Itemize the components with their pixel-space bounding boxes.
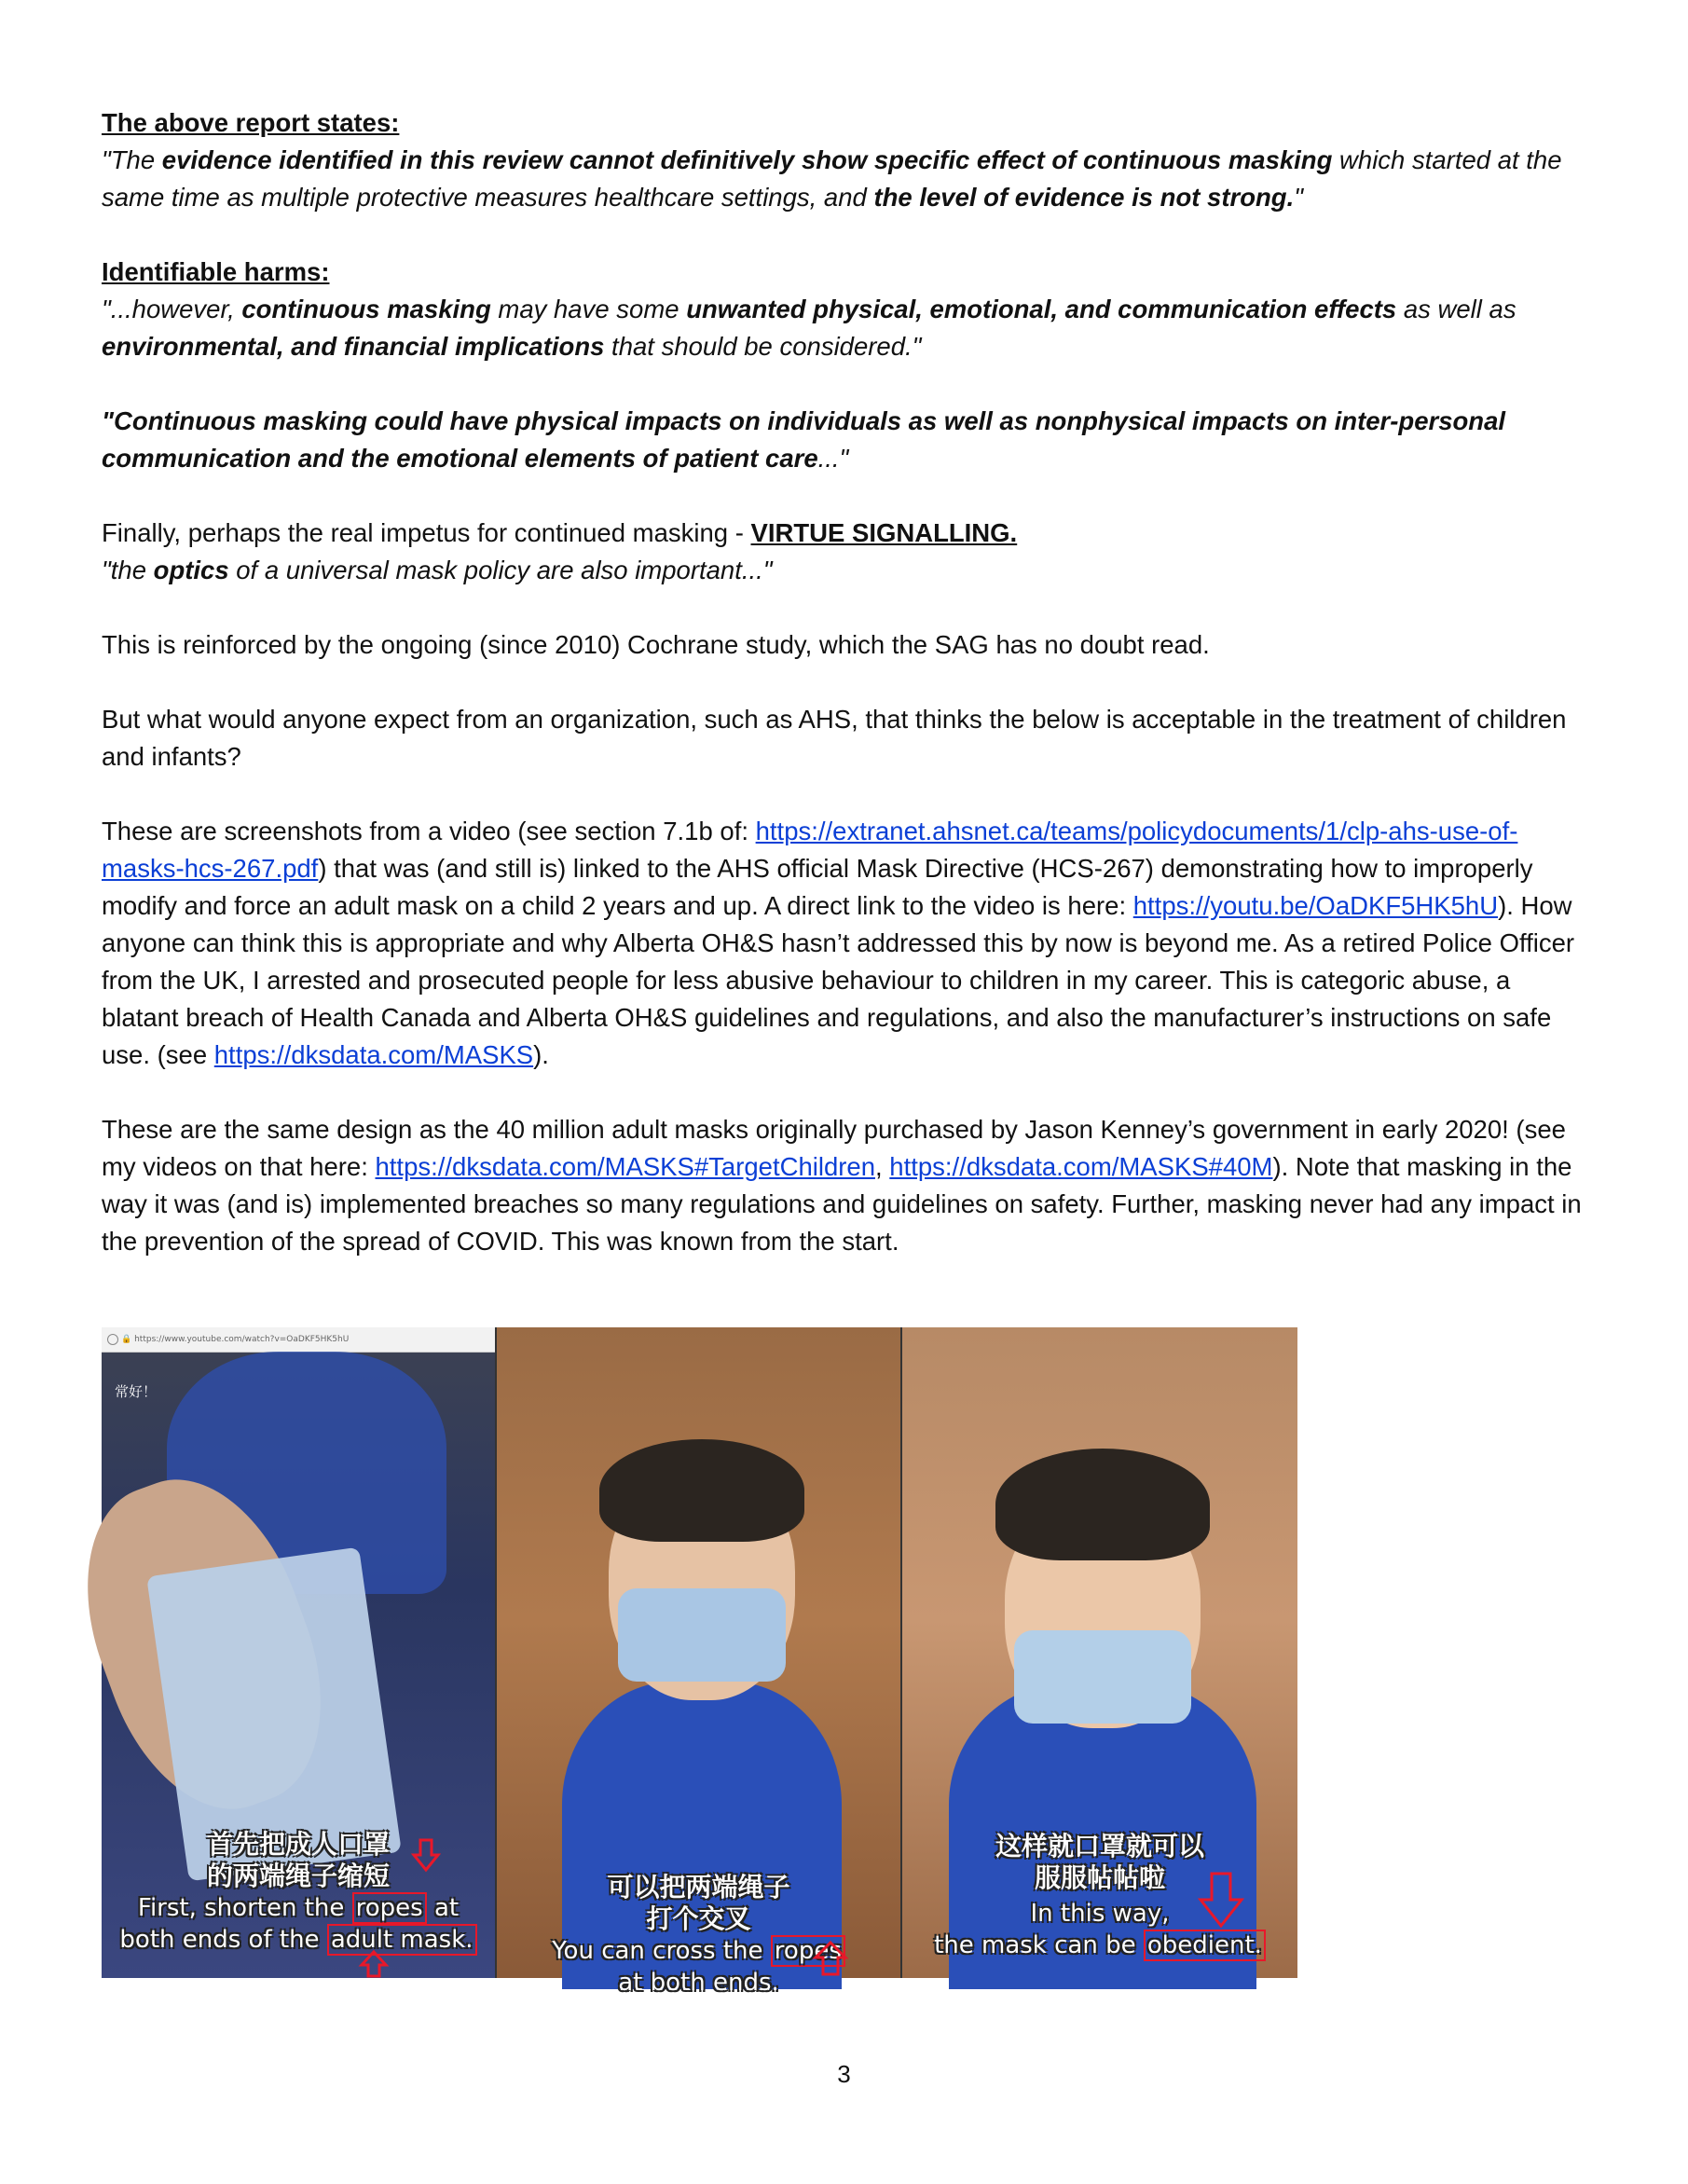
caption-3: 这样就口罩就可以 服服帖帖啦 In this way, the mask can be obedient.: [902, 1831, 1297, 1961]
url-text: https://www.youtube.com/watch?v=OaDKF5HK5hU: [134, 1335, 350, 1344]
youtube-link[interactable]: https://youtu.be/OaDKF5HK5hU: [1132, 891, 1499, 920]
target-children-link[interactable]: https://dksdata.com/MASKS#TargetChildren: [375, 1152, 876, 1181]
arrow-up-icon: [360, 1950, 388, 1978]
report-quote: "The evidence identified in this review cannot definitively show specific effect of continuous masking which started at the same time as multiple protective measures healthcare settings, and the level of evidence is not strong.": [102, 145, 1562, 212]
virtue-line: Finally, perhaps the real impetus for continued masking - VIRTUE SIGNALLING.: [102, 518, 1018, 547]
mask-shape: [1014, 1630, 1191, 1724]
forty-million-link[interactable]: https://dksdata.com/MASKS#40M: [889, 1152, 1273, 1181]
harms-heading: Identifiable harms:: [102, 257, 330, 286]
policy-pdf-link[interactable]: https://extranet.ahsnet.ca/teams/policydocuments/1/clp-ahs-use-of-masks-hcs-267.pdf: [102, 817, 1518, 883]
cochrane-paragraph: This is reinforced by the ongoing (since 2010) Cochrane study, which the SAG has no doubt read.: [102, 630, 1210, 659]
mask-shape: [618, 1588, 786, 1682]
video-screenshots-figure: [102, 1327, 1297, 1997]
arrow-down-icon: [1199, 1872, 1243, 1928]
optics-quote: "the optics of a universal mask policy are also important...": [102, 556, 773, 584]
shield-icon: [107, 1334, 118, 1345]
body-text: [102, 104, 1593, 1260]
report-heading: The above report states:: [102, 108, 400, 137]
design-paragraph: These are the same design as the 40 million adult masks originally purchased by Jason Kenney’s government in early 2020! (see my videos on that here: https://dksdata.com/MASKS#TargetChildren, https://dksdata.com/MASKS#40M). Note that masking in the way it was (and is) implemented breaches so many regulations and guidelines on safety. Further, masking never had any impact in the prevention of the spread of COVID. This was known from the start.: [102, 1115, 1582, 1256]
child-hair-shape: [599, 1439, 804, 1542]
page-number: 3: [837, 2060, 851, 2088]
browser-url-bar: [102, 1327, 495, 1353]
arrow-down-icon: [412, 1838, 440, 1872]
screenshots-paragraph: These are screenshots from a video (see section 7.1b of: https://extranet.ahsnet.ca/teams/policydocuments/1/clp-ahs-use-of-masks-hcs-267.pdf) that was (and still is) linked to the AHS official Mask Directive (HCS-267) demonstrating how to improperly modify and force an adult mask on a child 2 years and up. A direct link to the video is here: https://youtu.be/OaDKF5HK5hU). How anyone can think this is appropriate and why Alberta OH&S hasn’t addressed this by now is beyond me. As a retired Police Officer from the UK, I arrested and prosecuted people for less abusive behaviour to children in my career. This is categoric abuse, a blatant breach of Health Canada and Alberta OH&S guidelines and regulations, and also the manufacturer’s instructions on safe use. (see https://dksdata.com/MASKS).: [102, 817, 1575, 1069]
greeting-text: 常好！: [115, 1383, 158, 1400]
screenshot-panel-2: [497, 1327, 900, 1997]
caption-2: 可以把两端绳子 打个交叉 You can cross the ropes at both ends.: [497, 1872, 900, 1999]
masks-link[interactable]: https://dksdata.com/MASKS: [213, 1040, 534, 1069]
screenshot-panel-3: [902, 1327, 1297, 1978]
screenshot-panel-1: [102, 1327, 495, 1978]
arrow-up-icon: [814, 1941, 847, 1976]
expect-paragraph: But what would anyone expect from an organization, such as AHS, that thinks the below is acceptable in the treatment of children and infants?: [102, 705, 1567, 771]
impact-quote: "Continuous masking could have physical impacts on individuals as well as nonphysical impacts on inter-personal communication and the emotional elements of patient care...": [102, 406, 1506, 473]
child-hair-shape: [995, 1449, 1210, 1560]
caption-1: 首先把成人口罩 的两端绳子缩短 First, shorten the ropes at both ends of the adult mask.: [102, 1829, 495, 1956]
harms-quote: "...however, continuous masking may have some unwanted physical, emotional, and communication effects as well as environmental, and financial implications that should be considered.": [102, 295, 1516, 361]
lock-icon: 🔒: [121, 1335, 132, 1344]
